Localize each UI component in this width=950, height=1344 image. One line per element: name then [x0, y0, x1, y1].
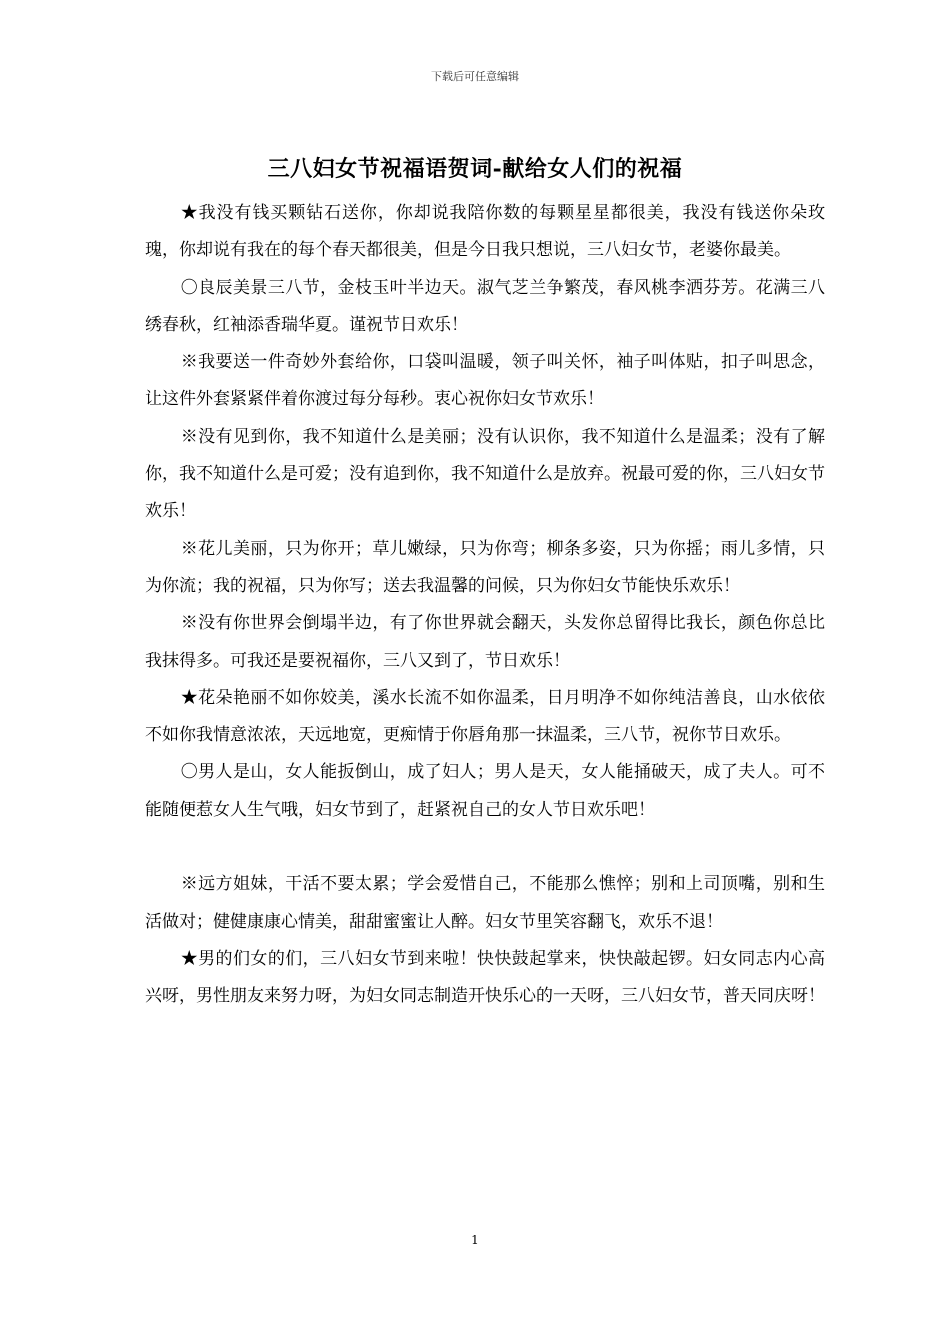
paragraph: ※我要送一件奇妙外套给你，口袋叫温暖，领子叫关怀，袖子叫体贴，扣子叫思念，让这件外套紧紧伴着你渡过每分每秒。衷心祝你妇女节欢乐！	[145, 352, 825, 410]
document-title: 三八妇女节祝福语贺词-献给女人们的祝福	[267, 156, 683, 182]
paragraph: 〇男人是山，女人能扳倒山，成了妇人；男人是天，女人能捅破天，成了夫人。可不能随便惹女人生气哦，妇女节到了，赶紧祝自己的女人节日欢乐吧！	[145, 762, 825, 820]
paragraph: ★男的们女的们，三八妇女节到来啦！快快鼓起掌来，快快敲起锣。妇女同志内心高兴呀，男性朋友来努力呀，为妇女同志制造开快乐心的一天呀，三八妇女节，普天同庆呀！	[145, 948, 825, 1007]
paragraph: ※没有见到你，我不知道什么是美丽；没有认识你，我不知道什么是温柔；没有了解你，我不知道什么是可爱；没有追到你，我不知道什么是放弃。祝最可爱的你，三八妇女节欢乐！	[145, 426, 825, 522]
paragraph: ★我没有钱买颗钻石送你，你却说我陪你数的每颗星星都很美，我没有钱送你朵玫瑰，你却说有我在的每个春天都很美，但是今日我只想说，三八妇女节，老婆你最美。	[145, 203, 825, 261]
document-body	[145, 195, 825, 1016]
header-note: 下载后可任意编辑	[431, 70, 519, 83]
paragraph: ※远方姐妹，干活不要太累；学会爱惜自己，不能那么憔悴；别和上司顶嘴，别和生活做对；健健康康心情美，甜甜蜜蜜让人醉。妇女节里笑容翻飞，欢乐不退！	[145, 874, 825, 932]
blank-line	[145, 829, 825, 866]
paragraph: ※没有你世界会倒塌半边，有了你世界就会翻天，头发你总留得比我长，颜色你总比我抹得多。可我还是要祝福你，三八又到了，节日欢乐！	[145, 613, 825, 671]
paragraph: ※花儿美丽，只为你开；草儿嫩绿，只为你弯；柳条多姿，只为你摇；雨儿多情，只为你流；我的祝福，只为你写；送去我温馨的问候，只为你妇女节能快乐欢乐！	[145, 538, 825, 596]
page-number: 1	[471, 1233, 479, 1247]
paragraph: 〇良辰美景三八节，金枝玉叶半边天。淑气芝兰争繁茂，春风桃李洒芬芳。花满三八绣春秋，红袖添香瑞华夏。谨祝节日欢乐！	[145, 277, 825, 335]
paragraph: ★花朵艳丽不如你姣美，溪水长流不如你温柔，日月明净不如你纯洁善良，山水依依不如你我情意浓浓，天远地宽，更痴情于你唇角那一抹温柔，三八节，祝你节日欢乐。	[145, 687, 825, 746]
